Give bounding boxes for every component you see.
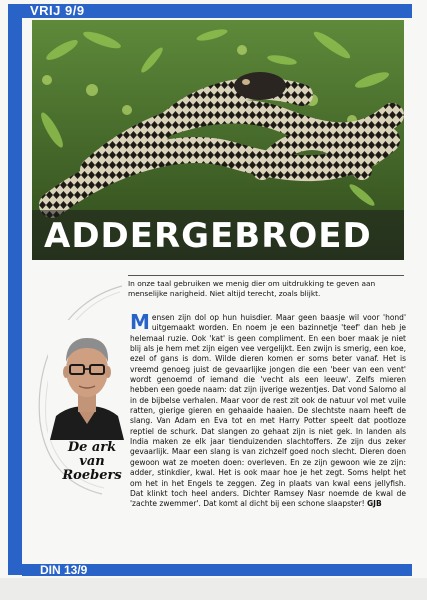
byline-line-3: Roebers bbox=[62, 468, 122, 483]
top-date-label: VRIJ 9/9 bbox=[30, 3, 85, 18]
article-intro: In onze taal gebruiken we menig dier om uitdrukking te geven aan menselijke narigheid. Niet altijd terecht, zoals blijkt. bbox=[128, 279, 376, 298]
article-body bbox=[130, 310, 406, 510]
intro-divider bbox=[128, 275, 404, 276]
snake-photo bbox=[32, 20, 404, 260]
page-bottom-margin bbox=[0, 578, 427, 600]
article-title: ADDERGEBROED bbox=[44, 216, 372, 256]
left-accent-stripe bbox=[8, 10, 22, 575]
article-signature: GJB bbox=[367, 499, 382, 509]
article-body-text: ensen zijn dol op hun huisdier. Maar geen baasje wil voor 'hond' uitgemaakt worden. En noem je een bazinnetje 'teef' dan heb je helemaal ruzie. Ook 'kat' is geen compliment. En een boer maak je niet blij als je hem met zijn eigen vee vergelijkt. Een zwijn is smerig, een koe, ezel of gans is dom. Wilde dieren komen er soms beter vanaf. Het is vreemd genoeg juist de gevaarlijke jongen die een 'beer van een vent' wordt genoemd of iemand die 'vecht als een leeuw'. Zelfs mieren hebben een goede naam: dat zijn ijverige wezentjes. Dat vond Salomo al in de bijbelse verhalen. Maar voor de rest zit ook de natuur vol met vuile ratten, gierige gieren en gehaaide haaien. De slechtste naam heeft de slang. Van Adam en Eva tot en met Harry Potter speelt dat pootloze reptiel de schurk. Dat slangen zo gehaat zijn is niet gek. In landen als India maken ze elk jaar tienduizenden slachtoffers. Ze zijn dus zeker gevaarlijk. Maar een slang is van zichzelf goed noch slecht. Dieren doen gewoon wat ze moeten doen: overleven. En ze zijn gewoon wie ze zijn: adder, stinkdier, kwal. Het is ook maar hoe je het zegt. Soms helpt het om het in het Engels te zeggen. Zeg in plaats van kwal eens jellyfish. Dat klinkt toch heel anders. Dichter Ramsey Nasr noemde de kwal de 'zachte zwemmer'. Dat komt al dicht bij een schone slaapster! bbox=[130, 313, 406, 509]
column-byline bbox=[62, 441, 122, 483]
bottom-date-label: DIN 13/9 bbox=[40, 563, 88, 577]
author-portrait-image bbox=[48, 320, 126, 440]
drop-cap: M bbox=[130, 310, 150, 334]
byline-line-2: van bbox=[79, 454, 105, 469]
author-photo bbox=[48, 320, 126, 440]
byline-line-1: De ark bbox=[67, 440, 117, 455]
title-band bbox=[32, 210, 404, 260]
